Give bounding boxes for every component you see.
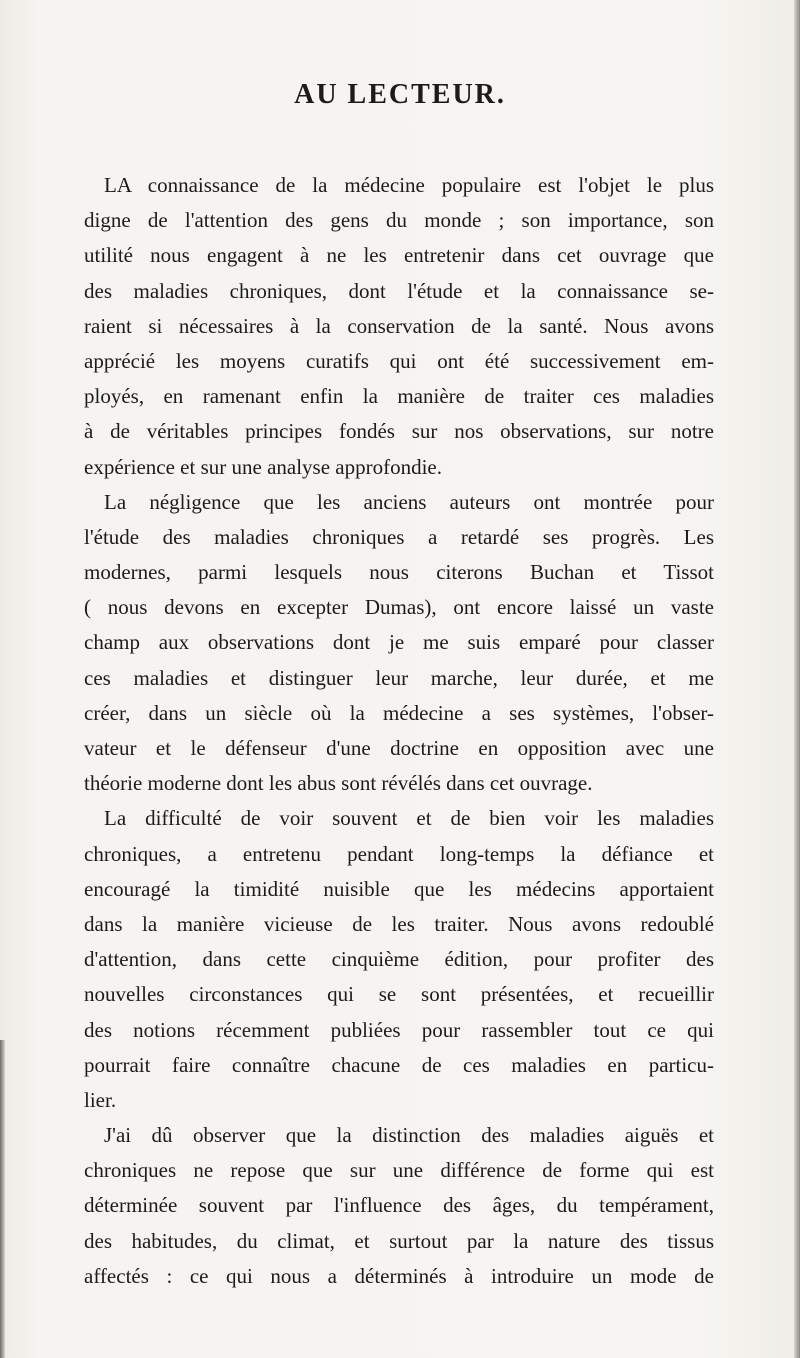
text-line: apprécié les moyens curatifs qui ont été successivement em- <box>84 348 714 373</box>
text-line: encouragé la timidité nuisible que les médecins apportaient <box>84 876 714 901</box>
text-line: J'ai dû observer que la distinction des maladies aiguës et <box>104 1123 714 1148</box>
text-line: ( nous devons en excepter Dumas), ont encore laissé un vaste <box>84 595 714 620</box>
text-line: expérience et sur une analyse approfondie. <box>84 454 443 479</box>
text-line: ployés, en ramenant enfin la manière de traiter ces maladies <box>84 384 714 409</box>
text-line: dans la manière vicieuse de les traiter. Nous avons redoublé <box>84 911 714 936</box>
text-line: champ aux observations dont je me suis emparé pour classer <box>84 630 714 655</box>
text-line: raient si nécessaires à la conservation de la santé. Nous avons <box>84 313 714 338</box>
text-line: utilité nous engagent à ne les entretenir dans cet ouvrage que <box>84 243 714 268</box>
text-line: pourrait faire connaître chacune de ces maladies en particu- <box>84 1052 714 1077</box>
text-line: l'étude des maladies chroniques a retardé ses progrès. Les <box>84 524 714 549</box>
text-line: nouvelles circonstances qui se sont présentées, et recueillir <box>84 982 714 1007</box>
text-line: des notions récemment publiées pour rassembler tout ce qui <box>84 1017 714 1042</box>
text-line: théorie moderne dont les abus sont révélés dans cet ouvrage. <box>84 771 593 796</box>
text-line: chroniques, a entretenu pendant long-temps la défiance et <box>84 841 714 866</box>
text-line: modernes, parmi lesquels nous citerons Buchan et Tissot <box>84 560 714 585</box>
text-line: digne de l'attention des gens du monde ; son importance, son <box>84 208 714 233</box>
page-left-shadow <box>0 1040 5 1358</box>
page-title: AU LECTEUR. <box>294 79 506 110</box>
text-line: affectés : ce qui nous a déterminés à introduire un mode de <box>84 1263 714 1288</box>
text-line: LA connaissance de la médecine populaire est l'objet le plus <box>104 173 714 197</box>
text-line: ces maladies et distinguer leur marche, leur durée, et me <box>84 665 714 690</box>
text-line: d'attention, dans cette cinquième édition, pour profiter des <box>84 947 714 972</box>
text-line: à de véritables principes fondés sur nos observations, sur notre <box>84 419 714 444</box>
page-binding-edge <box>794 0 800 1358</box>
text-line: créer, dans un siècle où la médecine a ses systèmes, l'obser- <box>84 700 714 725</box>
text-line: chroniques ne repose que sur une différence de forme qui est <box>84 1158 714 1183</box>
text-line: La négligence que les anciens auteurs ont montrée pour <box>104 489 714 514</box>
body-text <box>84 168 714 1294</box>
text-line: vateur et le défenseur d'une doctrine en opposition avec une <box>84 736 714 760</box>
text-line: lier. <box>84 1087 117 1112</box>
text-line: des habitudes, du climat, et surtout par la nature des tissus <box>84 1228 714 1253</box>
text-line: des maladies chroniques, dont l'étude et la connaissance se- <box>84 278 714 303</box>
text-line: La difficulté de voir souvent et de bien voir les maladies <box>104 806 714 831</box>
text-line: déterminée souvent par l'influence des âges, du tempérament, <box>84 1193 714 1218</box>
